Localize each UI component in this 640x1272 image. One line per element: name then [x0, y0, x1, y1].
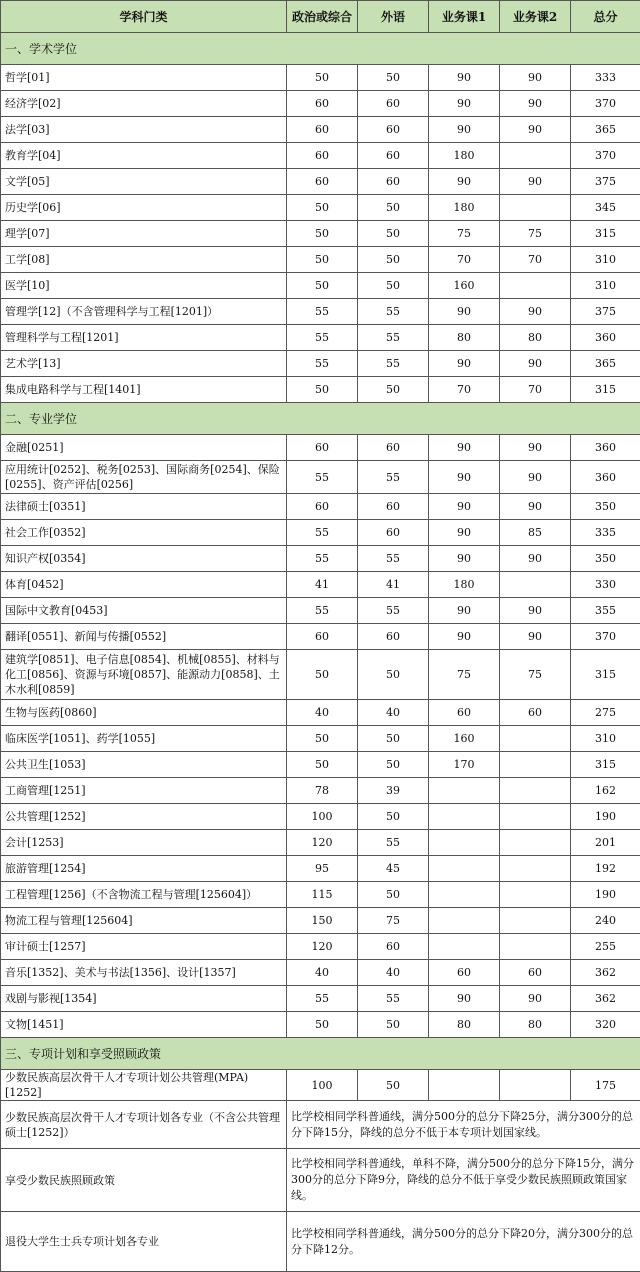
row-name: 艺术学[13] — [1, 351, 287, 377]
cell-course1: 80 — [429, 325, 500, 351]
table-row — [1, 273, 640, 299]
cell-course1: 90 — [429, 117, 500, 143]
cell-politics: 78 — [287, 778, 358, 804]
cell-language: 50 — [358, 195, 429, 221]
cell-politics: 40 — [287, 700, 358, 726]
cell-course1: 90 — [429, 598, 500, 624]
cell-language: 50 — [358, 377, 429, 403]
cell-course1 — [429, 804, 500, 830]
cell-politics: 115 — [287, 882, 358, 908]
cell-course2: 60 — [500, 960, 571, 986]
cell-course2 — [500, 752, 571, 778]
cell-language: 60 — [358, 494, 429, 520]
row-name: 公共卫生[1053] — [1, 752, 287, 778]
cell-language: 55 — [358, 299, 429, 325]
cell-course1 — [429, 856, 500, 882]
cell-language: 40 — [358, 700, 429, 726]
row-name: 应用统计[0252]、税务[0253]、国际商务[0254]、保险[0255]、资产评估[0256] — [1, 461, 287, 494]
cell-course2: 90 — [500, 65, 571, 91]
cell-total: 310 — [571, 247, 640, 273]
policy-note: 比学校相同学科普通线，单科不降，满分500分的总分下降15分，满分300分的总分下降9分，降线的总分不低于享受少数民族照顾政策国家线。 — [287, 1149, 640, 1212]
cell-language: 50 — [358, 650, 429, 700]
cell-total: 360 — [571, 461, 640, 494]
cell-language: 50 — [358, 752, 429, 778]
cell-politics: 55 — [287, 598, 358, 624]
cell-politics: 40 — [287, 960, 358, 986]
row-name: 文学[05] — [1, 169, 287, 195]
cell-course1: 90 — [429, 520, 500, 546]
cell-politics: 120 — [287, 830, 358, 856]
cell-course2: 90 — [500, 494, 571, 520]
cell-course2: 60 — [500, 700, 571, 726]
cell-course1 — [429, 1070, 500, 1101]
cell-politics: 60 — [287, 435, 358, 461]
cell-politics: 50 — [287, 221, 358, 247]
cell-total: 192 — [571, 856, 640, 882]
cell-course1: 80 — [429, 1012, 500, 1038]
cell-politics: 60 — [287, 143, 358, 169]
header-discipline: 学科门类 — [1, 1, 287, 33]
cell-total: 201 — [571, 830, 640, 856]
cell-total: 350 — [571, 546, 640, 572]
table-row — [1, 856, 640, 882]
cell-politics: 50 — [287, 377, 358, 403]
table-row — [1, 934, 640, 960]
table-row — [1, 169, 640, 195]
cell-course1 — [429, 882, 500, 908]
cell-total: 362 — [571, 960, 640, 986]
cell-language: 60 — [358, 143, 429, 169]
table-row — [1, 143, 640, 169]
cell-total: 362 — [571, 986, 640, 1012]
cell-course2 — [500, 882, 571, 908]
cell-course2: 90 — [500, 351, 571, 377]
row-name: 文物[1451] — [1, 1012, 287, 1038]
cell-total: 335 — [571, 520, 640, 546]
cell-language: 60 — [358, 624, 429, 650]
cell-course2 — [500, 726, 571, 752]
table-row — [1, 598, 640, 624]
cell-course1: 160 — [429, 273, 500, 299]
cell-language: 55 — [358, 351, 429, 377]
cell-politics: 55 — [287, 299, 358, 325]
row-name: 集成电路科学与工程[1401] — [1, 377, 287, 403]
cell-language: 50 — [358, 882, 429, 908]
cell-course1: 90 — [429, 169, 500, 195]
row-name: 社会工作[0352] — [1, 520, 287, 546]
row-name: 音乐[1352]、美术与书法[1356]、设计[1357] — [1, 960, 287, 986]
row-name: 审计硕士[1257] — [1, 934, 287, 960]
cell-course1: 60 — [429, 960, 500, 986]
row-name: 教育学[04] — [1, 143, 287, 169]
cell-total: 355 — [571, 598, 640, 624]
cell-politics: 55 — [287, 325, 358, 351]
cell-language: 40 — [358, 960, 429, 986]
cell-total: 315 — [571, 377, 640, 403]
cell-politics: 50 — [287, 650, 358, 700]
cell-language: 60 — [358, 91, 429, 117]
cell-politics: 60 — [287, 494, 358, 520]
cell-total: 360 — [571, 325, 640, 351]
cell-course1: 60 — [429, 700, 500, 726]
table-row — [1, 520, 640, 546]
cell-language: 60 — [358, 169, 429, 195]
row-name: 戏剧与影视[1354] — [1, 986, 287, 1012]
cell-total: 375 — [571, 299, 640, 325]
row-name: 临床医学[1051]、药学[1055] — [1, 726, 287, 752]
row-name: 享受少数民族照顾政策 — [1, 1149, 287, 1212]
cell-politics: 100 — [287, 1070, 358, 1101]
cell-course1: 70 — [429, 377, 500, 403]
cell-language: 55 — [358, 986, 429, 1012]
note-row — [1, 1149, 640, 1212]
cell-course2: 85 — [500, 520, 571, 546]
cell-total: 240 — [571, 908, 640, 934]
cell-language: 55 — [358, 546, 429, 572]
cell-language: 60 — [358, 435, 429, 461]
cell-course2: 90 — [500, 598, 571, 624]
cell-politics: 41 — [287, 572, 358, 598]
cell-course2 — [500, 934, 571, 960]
table-row — [1, 752, 640, 778]
row-name: 管理科学与工程[1201] — [1, 325, 287, 351]
section-title: 二、专业学位 — [1, 403, 640, 435]
cell-politics: 55 — [287, 986, 358, 1012]
cell-course1: 90 — [429, 351, 500, 377]
cell-course2: 90 — [500, 117, 571, 143]
cell-total: 190 — [571, 804, 640, 830]
cell-total: 255 — [571, 934, 640, 960]
table-row — [1, 1012, 640, 1038]
cell-course1: 180 — [429, 195, 500, 221]
cell-course2: 70 — [500, 247, 571, 273]
cell-course1: 90 — [429, 546, 500, 572]
header-course2: 业务课2 — [500, 1, 571, 33]
section-special — [1, 1038, 640, 1070]
header-course1: 业务课1 — [429, 1, 500, 33]
cell-total: 310 — [571, 273, 640, 299]
table-row — [1, 377, 640, 403]
cell-language: 50 — [358, 273, 429, 299]
cell-course1: 90 — [429, 91, 500, 117]
cell-language: 45 — [358, 856, 429, 882]
cell-course2: 90 — [500, 299, 571, 325]
cell-politics: 60 — [287, 91, 358, 117]
table-row — [1, 572, 640, 598]
section-academic — [1, 33, 640, 65]
table-row — [1, 195, 640, 221]
cell-politics: 60 — [287, 169, 358, 195]
cell-total: 330 — [571, 572, 640, 598]
cell-course1: 90 — [429, 986, 500, 1012]
table-row — [1, 1070, 640, 1101]
cell-course1 — [429, 778, 500, 804]
cell-politics: 60 — [287, 624, 358, 650]
table-row — [1, 461, 640, 494]
cell-politics: 120 — [287, 934, 358, 960]
row-name: 物流工程与管理[125604] — [1, 908, 287, 934]
row-name: 历史学[06] — [1, 195, 287, 221]
cell-language: 55 — [358, 461, 429, 494]
cell-politics: 50 — [287, 273, 358, 299]
cell-politics: 50 — [287, 726, 358, 752]
cell-course1: 90 — [429, 624, 500, 650]
cell-course2: 80 — [500, 325, 571, 351]
table-row — [1, 351, 640, 377]
cell-course2 — [500, 908, 571, 934]
cell-course2 — [500, 195, 571, 221]
row-name: 工程管理[1256]（不含物流工程与管理[125604]） — [1, 882, 287, 908]
row-name: 旅游管理[1254] — [1, 856, 287, 882]
header-politics: 政治或综合 — [287, 1, 358, 33]
row-name: 法律硕士[0351] — [1, 494, 287, 520]
cell-total: 310 — [571, 726, 640, 752]
row-name: 知识产权[0354] — [1, 546, 287, 572]
cell-politics: 50 — [287, 195, 358, 221]
table-row — [1, 494, 640, 520]
cell-politics: 55 — [287, 520, 358, 546]
cell-language: 50 — [358, 1012, 429, 1038]
cell-course2 — [500, 856, 571, 882]
cell-course1: 90 — [429, 461, 500, 494]
row-name: 少数民族高层次骨干人才专项计划各专业（不含公共管理硕士[1252]） — [1, 1101, 287, 1149]
cell-course2 — [500, 1070, 571, 1101]
cell-course1: 90 — [429, 494, 500, 520]
row-name: 国际中文教育[0453] — [1, 598, 287, 624]
header-language: 外语 — [358, 1, 429, 33]
cell-course2: 90 — [500, 461, 571, 494]
table-row — [1, 700, 640, 726]
note-row — [1, 1212, 640, 1272]
cell-course1: 75 — [429, 221, 500, 247]
cell-total: 370 — [571, 143, 640, 169]
cell-total: 345 — [571, 195, 640, 221]
table-row — [1, 546, 640, 572]
section-title: 三、专项计划和享受照顾政策 — [1, 1038, 640, 1070]
row-name: 少数民族高层次骨干人才专项计划公共管理(MPA)[1252] — [1, 1070, 287, 1101]
cell-course2 — [500, 572, 571, 598]
table-row — [1, 299, 640, 325]
table-row — [1, 117, 640, 143]
cell-course1 — [429, 908, 500, 934]
row-name: 工学[08] — [1, 247, 287, 273]
cell-total: 370 — [571, 91, 640, 117]
row-name: 工商管理[1251] — [1, 778, 287, 804]
table-row — [1, 221, 640, 247]
table-row — [1, 778, 640, 804]
cell-language: 50 — [358, 247, 429, 273]
cell-language: 50 — [358, 1070, 429, 1101]
cell-course1: 70 — [429, 247, 500, 273]
table-row — [1, 325, 640, 351]
cell-course2: 90 — [500, 435, 571, 461]
table-row — [1, 435, 640, 461]
table-row — [1, 650, 640, 700]
cell-politics: 60 — [287, 117, 358, 143]
cell-course2: 90 — [500, 91, 571, 117]
cell-course2: 90 — [500, 546, 571, 572]
table-row — [1, 91, 640, 117]
cell-politics: 95 — [287, 856, 358, 882]
row-name: 金融[0251] — [1, 435, 287, 461]
table-row — [1, 986, 640, 1012]
cell-total: 315 — [571, 221, 640, 247]
cell-course2 — [500, 273, 571, 299]
cell-language: 60 — [358, 520, 429, 546]
section-title: 一、学术学位 — [1, 33, 640, 65]
header-total: 总分 — [571, 1, 640, 33]
table-row — [1, 882, 640, 908]
cell-politics: 150 — [287, 908, 358, 934]
row-name: 法学[03] — [1, 117, 287, 143]
row-name: 会计[1253] — [1, 830, 287, 856]
row-name: 退役大学生士兵专项计划各专业 — [1, 1212, 287, 1272]
cell-total: 360 — [571, 435, 640, 461]
cell-course1: 180 — [429, 143, 500, 169]
cell-language: 50 — [358, 804, 429, 830]
cell-course2: 90 — [500, 624, 571, 650]
cell-politics: 55 — [287, 351, 358, 377]
table-row — [1, 726, 640, 752]
cell-course2: 80 — [500, 1012, 571, 1038]
table-row — [1, 960, 640, 986]
cell-politics: 55 — [287, 546, 358, 572]
row-name: 体育[0452] — [1, 572, 287, 598]
cell-total: 162 — [571, 778, 640, 804]
cell-politics: 50 — [287, 1012, 358, 1038]
row-name: 公共管理[1252] — [1, 804, 287, 830]
cell-language: 60 — [358, 934, 429, 960]
cell-course1: 170 — [429, 752, 500, 778]
cell-total: 375 — [571, 169, 640, 195]
table-row — [1, 908, 640, 934]
row-name: 哲学[01] — [1, 65, 287, 91]
cell-course1: 180 — [429, 572, 500, 598]
row-name: 建筑学[0851]、电子信息[0854]、机械[0855]、材料与化工[0856]、资源与环境[0857]、能源动力[0858]、土木水利[0859] — [1, 650, 287, 700]
table-row — [1, 804, 640, 830]
cell-total: 175 — [571, 1070, 640, 1101]
row-name: 翻译[0551]、新闻与传播[0552] — [1, 624, 287, 650]
policy-note: 比学校相同学科普通线，满分500分的总分下降20分，满分300分的总分下降12分。 — [287, 1212, 640, 1272]
cell-language: 55 — [358, 325, 429, 351]
cell-course2: 70 — [500, 377, 571, 403]
cell-course2 — [500, 143, 571, 169]
cell-politics: 50 — [287, 752, 358, 778]
row-name: 理学[07] — [1, 221, 287, 247]
table-row — [1, 247, 640, 273]
cell-total: 365 — [571, 117, 640, 143]
cell-total: 315 — [571, 650, 640, 700]
cell-politics: 50 — [287, 65, 358, 91]
cell-language: 55 — [358, 598, 429, 624]
cell-total: 365 — [571, 351, 640, 377]
header-row — [1, 1, 640, 33]
cell-total: 350 — [571, 494, 640, 520]
cell-course2 — [500, 804, 571, 830]
cell-language: 41 — [358, 572, 429, 598]
row-name: 经济学[02] — [1, 91, 287, 117]
note-row — [1, 1101, 640, 1149]
cell-course2: 75 — [500, 221, 571, 247]
cell-politics: 55 — [287, 461, 358, 494]
cell-course1: 90 — [429, 65, 500, 91]
section-professional — [1, 403, 640, 435]
cell-total: 315 — [571, 752, 640, 778]
cell-course2: 90 — [500, 986, 571, 1012]
row-name: 管理学[12]（不含管理科学与工程[1201]） — [1, 299, 287, 325]
cell-course2 — [500, 830, 571, 856]
cell-total: 275 — [571, 700, 640, 726]
cell-course2: 90 — [500, 169, 571, 195]
cell-language: 55 — [358, 830, 429, 856]
policy-note: 比学校相同学科普通线，满分500分的总分下降25分，满分300分的总分下降15分，降线的总分不低于本专项计划国家线。 — [287, 1101, 640, 1149]
cell-course1 — [429, 934, 500, 960]
cell-course2 — [500, 778, 571, 804]
cell-total: 320 — [571, 1012, 640, 1038]
cell-course2: 75 — [500, 650, 571, 700]
cell-language: 50 — [358, 221, 429, 247]
row-name: 医学[10] — [1, 273, 287, 299]
cell-total: 333 — [571, 65, 640, 91]
cell-course1: 160 — [429, 726, 500, 752]
cell-language: 50 — [358, 726, 429, 752]
cell-course1: 75 — [429, 650, 500, 700]
cell-course1 — [429, 830, 500, 856]
cell-total: 190 — [571, 882, 640, 908]
table-row — [1, 65, 640, 91]
cell-total: 370 — [571, 624, 640, 650]
cell-language: 50 — [358, 65, 429, 91]
cell-language: 75 — [358, 908, 429, 934]
cell-language: 39 — [358, 778, 429, 804]
row-name: 生物与医药[0860] — [1, 700, 287, 726]
cell-politics: 50 — [287, 247, 358, 273]
table-row — [1, 830, 640, 856]
cell-course1: 90 — [429, 299, 500, 325]
cell-language: 60 — [358, 117, 429, 143]
cell-course1: 90 — [429, 435, 500, 461]
table-row — [1, 624, 640, 650]
cell-politics: 100 — [287, 804, 358, 830]
